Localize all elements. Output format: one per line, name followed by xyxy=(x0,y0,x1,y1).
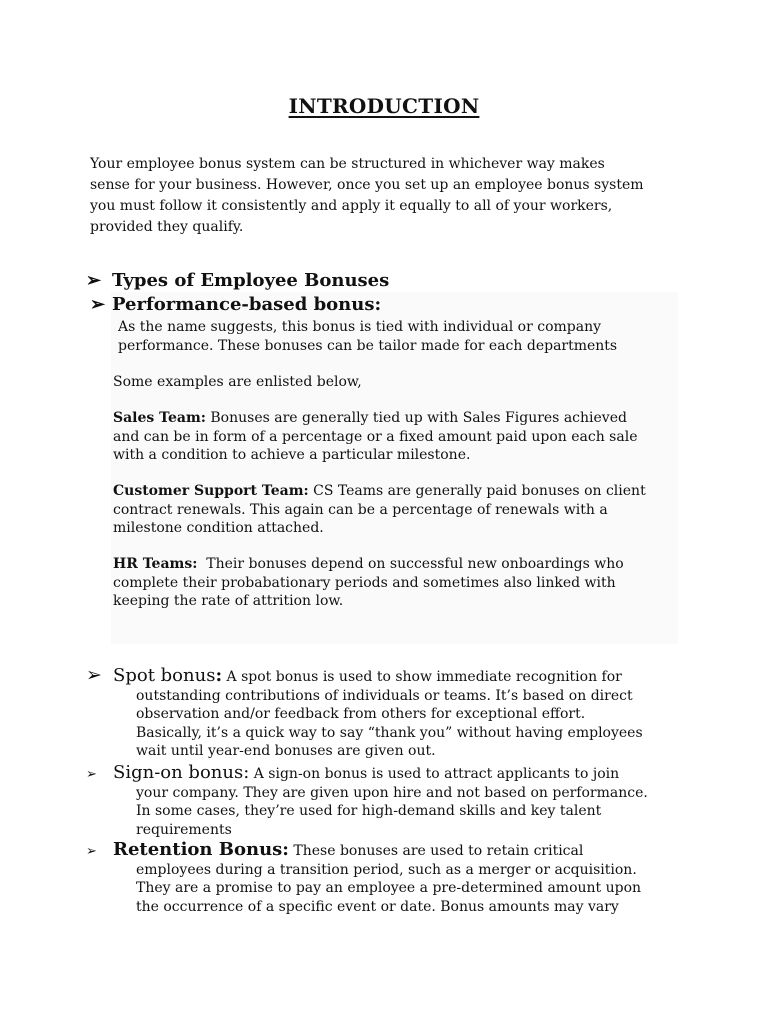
text-line: wait until year-end bonuses are given out. xyxy=(136,743,436,759)
text-line: Their bonuses depend on successful new onboardings who xyxy=(197,556,624,572)
text-line: with a condition to achieve a particular milestone. xyxy=(113,447,471,463)
intro-line: Your employee bonus system can be structured in whichever way makes xyxy=(90,156,605,172)
text-line: Bonuses are generally tied up with Sales Figures achieved xyxy=(205,410,627,426)
text-line: the occurrence of a specific event or date. Bonus amounts may vary xyxy=(136,898,619,915)
arrow-bullet-icon: ➢ xyxy=(86,844,97,859)
page-title: INTRODUCTION xyxy=(288,94,480,118)
text-line: outstanding contributions of individuals or teams. It’s based on direct xyxy=(136,687,633,704)
customer-support-team-paragraph xyxy=(113,482,679,538)
text-line: your company. They are given upon hire and not based on performance. xyxy=(136,784,648,801)
text-line: As the name suggests, this bonus is tied with individual or company xyxy=(118,319,602,335)
sales-team-paragraph xyxy=(113,409,679,465)
team-label: Sales Team: xyxy=(113,410,206,426)
arrow-bullet-icon: ➢ xyxy=(86,767,97,782)
arrow-bullet-icon: ➢ xyxy=(86,664,102,686)
heading-types-of-bonuses xyxy=(86,270,389,292)
heading-text: Types of Employee Bonuses xyxy=(112,270,390,291)
item-heading: Retention Bonus: xyxy=(113,839,289,860)
text-line: A spot bonus is used to show immediate recognition for xyxy=(222,669,622,685)
text-line: They are a promise to pay an employee a pre-determined amount upon xyxy=(136,880,642,896)
text-line: milestone condition attached. xyxy=(113,520,324,536)
retention-bonus-item xyxy=(86,839,686,916)
item-heading-colon: : xyxy=(215,665,223,686)
text-line: CS Teams are generally paid bonuses on client xyxy=(308,483,646,499)
intro-line: sense for your business. However, once you set up an employee bonus system xyxy=(90,177,644,193)
text-line: requirements xyxy=(136,821,232,838)
sign-on-bonus-item xyxy=(86,762,686,839)
text-line: In some cases, they’re used for high-demand skills and key talent xyxy=(136,803,602,819)
text-line: complete their probabationary periods and sometimes also linked with xyxy=(113,574,616,591)
team-label: Customer Support Team: xyxy=(113,483,309,499)
text-line: keeping the rate of attrition low. xyxy=(113,593,344,609)
item-heading: Spot bonus xyxy=(113,665,216,686)
text-line: These bonuses are used to retain critical xyxy=(288,843,584,859)
text-line: A sign-on bonus is used to attract applicants to join xyxy=(249,766,620,782)
text-line: employees during a transition period, such as a merger or acquisition. xyxy=(136,861,637,878)
team-label: HR Teams: xyxy=(113,556,198,572)
text-line: Basically, it’s a quick way to say “thank you” without having employees xyxy=(136,724,643,741)
heading-text: Performance-based bonus: xyxy=(112,294,382,315)
examples-intro: Some examples are enlisted below, xyxy=(113,374,362,390)
intro-line: you must follow it consistently and apply it equally to all of your workers, xyxy=(90,198,613,214)
arrow-bullet-icon: ➢ xyxy=(90,294,106,315)
heading-performance-bonus xyxy=(90,294,381,316)
item-heading: Sign-on bonus: xyxy=(113,762,250,783)
text-line: and can be in form of a percentage or a fixed amount paid upon each sale xyxy=(113,428,638,445)
text-line: performance. These bonuses can be tailor made for each departments xyxy=(118,337,618,354)
intro-line: provided they qualify. xyxy=(90,219,244,235)
spot-bonus-item xyxy=(86,664,686,761)
hr-team-paragraph xyxy=(113,555,679,611)
text-line: contract renewals. This again can be a percentage of renewals with a xyxy=(113,501,608,518)
performance-description xyxy=(118,318,678,355)
text-line: observation and/or feedback from others for exceptional effort. xyxy=(136,706,586,722)
arrow-bullet-icon: ➢ xyxy=(86,270,102,291)
intro-paragraph xyxy=(90,154,700,238)
